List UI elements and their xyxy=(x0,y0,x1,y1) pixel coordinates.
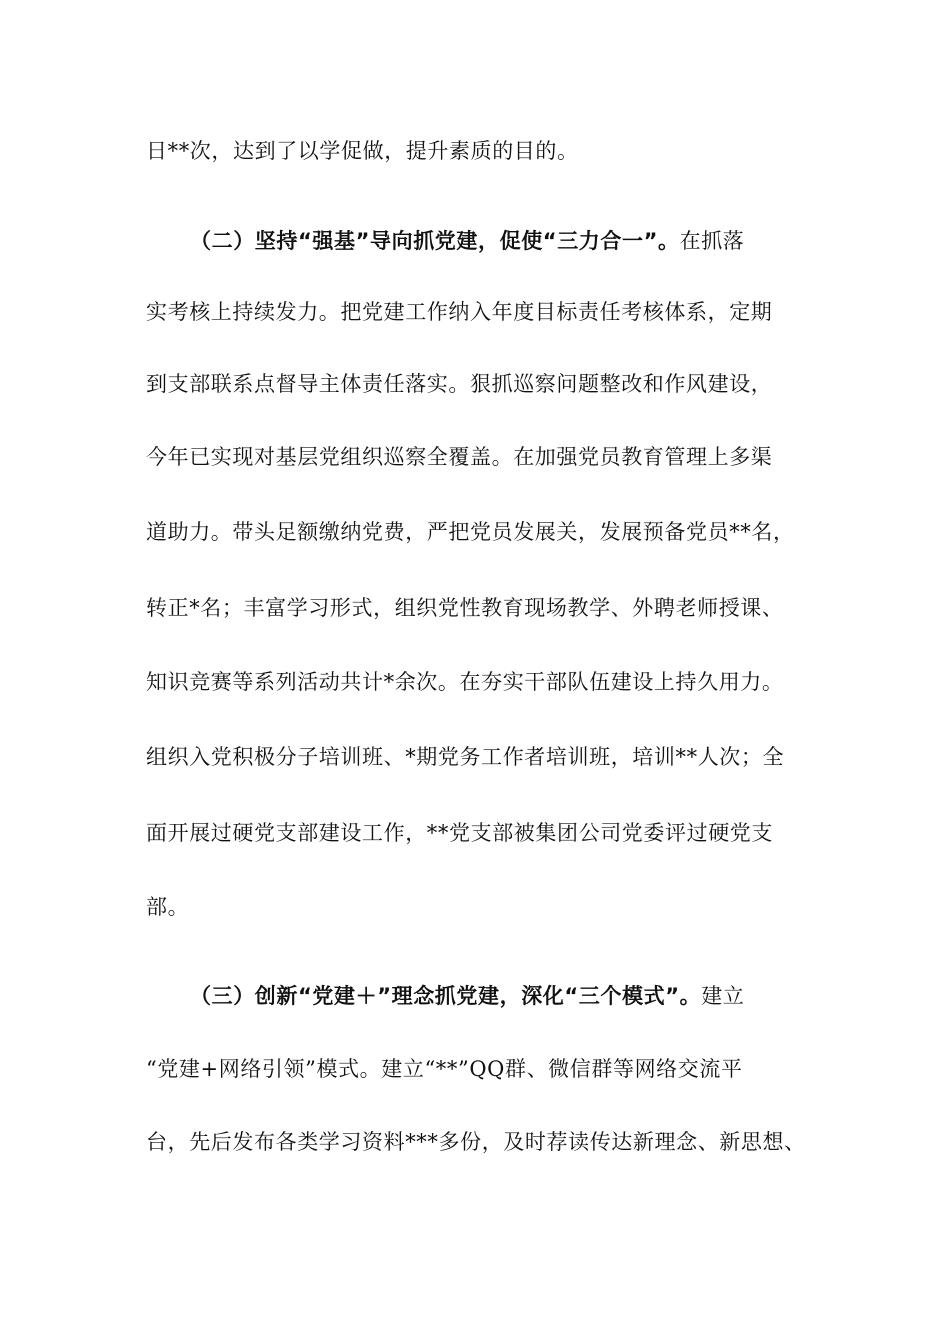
text-line-14 xyxy=(146,1128,836,1156)
line-text: 到支部联系点督导主体责任落实。狠抓巡察问题整改和作风建设， xyxy=(146,372,773,396)
text-line-3 xyxy=(146,298,836,326)
text-line-5 xyxy=(146,443,836,471)
text-line-7 xyxy=(146,594,836,622)
text-line-6 xyxy=(146,518,836,546)
line-text: 组织入党积极分子培训班、*期党务工作者培训班，培训**人次；全 xyxy=(146,745,785,769)
line-text: 道助力。带头足额缴纳党费，严把党员发展关，发展预备党员**名， xyxy=(146,520,795,544)
text-line-1 xyxy=(146,137,836,165)
text-line-13 xyxy=(146,1055,836,1083)
line-text: “党建+网络引领”模式。建立“**”QQ群、微信群等网络交流平 xyxy=(146,1057,743,1081)
line-text: 今年已实现对基层党组织巡察全覆盖。在加强党员教育管理上多渠 xyxy=(146,445,773,469)
line-text: 转正*名；丰富学习形式，组织党性教育现场教学、外聘老师授课、 xyxy=(146,596,784,620)
section-heading-3 xyxy=(190,982,880,1010)
line-text: 面开展过硬党支部建设工作，**党支部被集团公司党委评过硬党支 xyxy=(146,821,773,845)
line-text: 实考核上持续发力。把党建工作纳入年度目标责任考核体系，定期 xyxy=(146,300,773,324)
section-heading-text: （二）坚持“强基”导向抓党建，促使“三力合一”。 xyxy=(190,229,680,253)
text-line-8 xyxy=(146,668,836,696)
line-text: 在抓落 xyxy=(679,229,745,253)
line-text: 建立 xyxy=(701,984,745,1008)
text-line-4 xyxy=(146,370,836,398)
text-line-11 xyxy=(146,893,836,921)
line-text: 台，先后发布各类学习资料***多份，及时荐读传达新理念、新思想、 xyxy=(146,1130,806,1154)
line-text: 知识竞赛等系列活动共计*余次。在夯实干部队伍建设上持久用力。 xyxy=(146,670,784,694)
section-heading-2 xyxy=(190,227,880,255)
text-line-10 xyxy=(146,819,836,847)
text-line-9 xyxy=(146,743,836,771)
line-text: 日**次，达到了以学促做，提升素质的目的。 xyxy=(146,139,579,163)
line-text: 部。 xyxy=(146,895,190,919)
section-heading-text: （三）创新“党建＋”理念抓党建，深化“三个模式”。 xyxy=(190,984,702,1008)
